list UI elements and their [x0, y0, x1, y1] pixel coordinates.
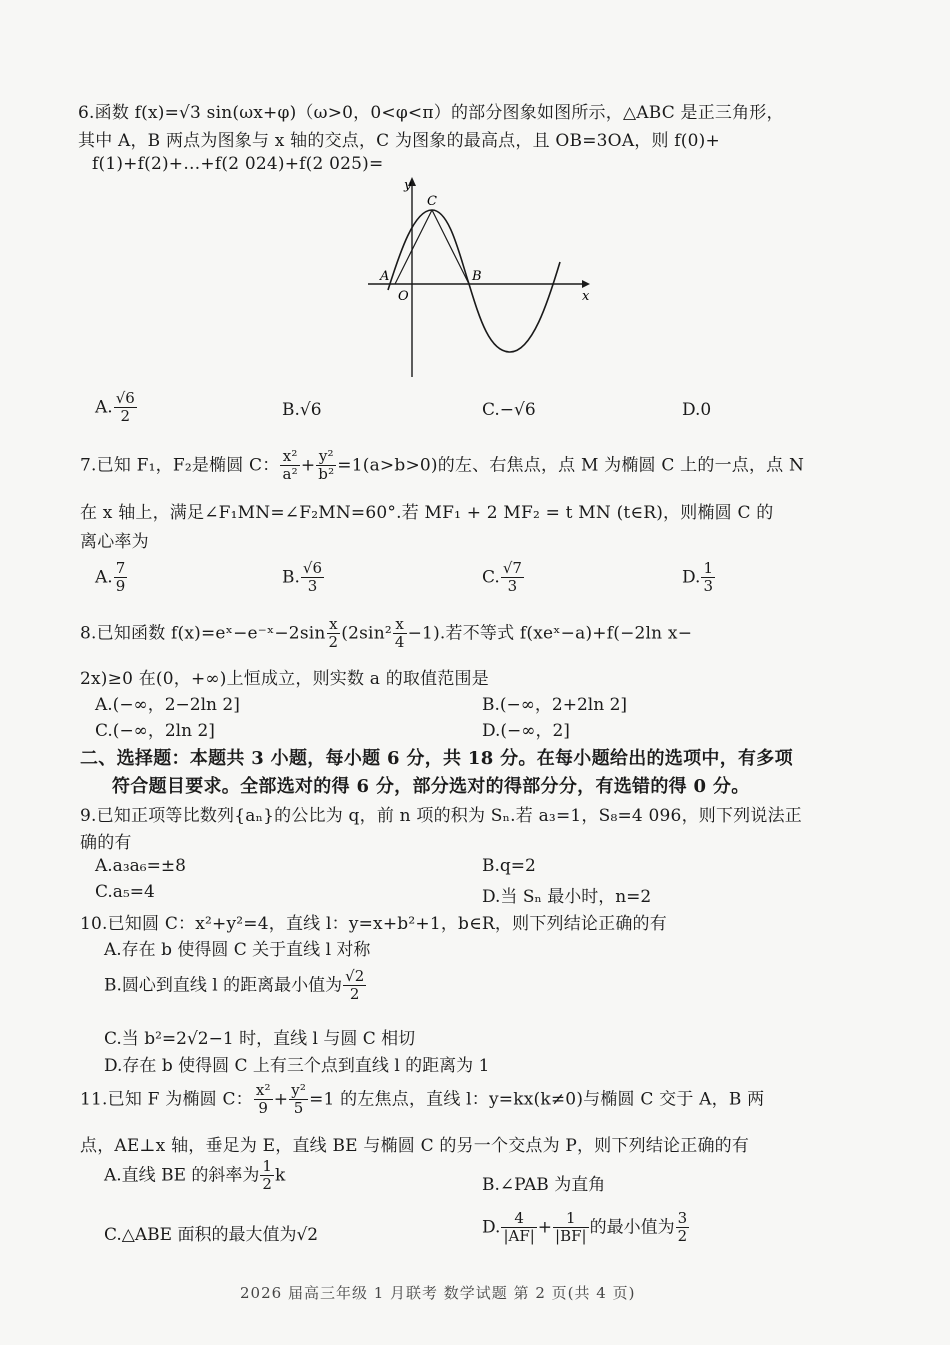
q7-option-c: C. $\frac{√7}{3}$ [482, 559, 522, 596]
q10-line1: 10.已知圆 C：x²+y²=4，直线 l：y=x+b²+1，b∈R，则下列结论正确的有 [80, 914, 667, 934]
q8-option-d: D.(−∞，2] [482, 721, 570, 741]
q9-option-a: A.a₃a₆=±8 [95, 856, 186, 876]
q11-option-b: B.∠PAB 为直角 [482, 1175, 606, 1195]
q7-option-b: B. $\frac{√6}{3}$ [282, 559, 323, 596]
q8-line2: 2x)≥0 在(0，+∞)上恒成立，则实数 a 的取值范围是 [80, 669, 489, 689]
q7-line3: 离心率为 [80, 532, 149, 552]
q8-option-a: A.(−∞，2−2ln 2] [95, 695, 240, 715]
q6-line3: f(1)+f(2)+…+f(2 024)+f(2 025)= [92, 154, 384, 174]
q6-option-c: C.−√6 [482, 400, 536, 420]
q11-line2: 点，AE⊥x 轴，垂足为 E，直线 BE 与椭圆 C 的另一个交点为 P，则下列结论正确的有 [80, 1136, 750, 1156]
triangle-side-cb [432, 210, 469, 284]
q8-option-c: C.(−∞，2ln 2] [95, 721, 215, 741]
q6-option-d: D.0 [682, 400, 712, 420]
section2-heading-line1: 二、选择题：本题共 3 小题，每小题 6 分，共 18 分。在每小题给出的选项中，有多项 [80, 748, 793, 769]
q11-option-d: D. $\frac{4}{|AF|}$ + $\frac{1}{|BF|}$ 的最小值为 $\frac{3}{2}$ [482, 1209, 688, 1246]
label-b: B [472, 269, 482, 284]
label-o: O [398, 289, 409, 304]
q7-line2: 在 x 轴上，满足∠F₁MN=∠F₂MN=60°.若 MF₁ + 2 MF₂ = t MN (t∈R)，则椭圆 C 的 [80, 503, 774, 523]
q8-line1: 8.已知函数 f(x)=eˣ−e⁻ˣ−2sin $\frac{x}{2}$ (2sin² $\frac{x}{4}$ −1).若不等式 f(xeˣ−a)+f(−2ln x− [80, 615, 693, 652]
q10-option-d: D.存在 b 使得圆 C 上有三个点到直线 l 的距离为 1 [104, 1056, 490, 1076]
q9-option-b: B.q=2 [482, 856, 536, 876]
q7-line1: 7.已知 F₁，F₂是椭圆 C： $\frac{\text{x²}}{\text{a²}}$ + $\frac{\text{y²}}{\text{b²}}$ =1(a>b>0)的左、右焦点，点 M 为椭圆 C 上的一点，点 N [80, 447, 805, 484]
label-y: y [404, 178, 412, 193]
q6-option-b: B.√6 [282, 400, 322, 420]
label-c: C [427, 194, 437, 209]
q6-sine-graph [360, 172, 600, 382]
q11-option-c: C.△ABE 面积的最大值为√2 [104, 1225, 319, 1245]
q7-option-a: A. $\frac{7}{9}$ [95, 559, 126, 596]
q9-line2: 确的有 [80, 833, 132, 853]
q10-option-c: C.当 b²=2√2−1 时，直线 l 与圆 C 相切 [104, 1029, 416, 1049]
x-axis-arrow [582, 280, 590, 288]
q8-option-b: B.(−∞，2+2ln 2] [482, 695, 628, 715]
q9-option-c: C.a₅=4 [95, 882, 155, 902]
q6-line2: 其中 A，B 两点为图象与 x 轴的交点，C 为图象的最高点，且 OB=3OA，则 f(0)+ [78, 131, 720, 151]
q11-option-a: A.直线 BE 的斜率为 $\frac{1}{2}$ k [104, 1157, 286, 1194]
q6-option-a: A. $\frac{√6}{2}$ [95, 389, 135, 426]
q9-line1: 9.已知正项等比数列{aₙ}的公比为 q，前 n 项的积为 Sₙ.若 a₃=1，S₈=4 096，则下列说法正 [80, 806, 802, 826]
label-a: A [380, 269, 390, 284]
q10-option-a: A.存在 b 使得圆 C 关于直线 l 对称 [104, 940, 371, 960]
triangle-side-ac [395, 210, 432, 284]
q11-line1: 11.已知 F 为椭圆 C： $\frac{\text{x²}}{9}$ + $\frac{\text{y²}}{5}$ =1 的左焦点，直线 l：y=kx(k≠0)与椭圆 C 交于 A，B 两 [80, 1081, 765, 1118]
q10-option-b: B.圆心到直线 l 的距离最小值为 $\frac{√2}{2}$ [104, 967, 365, 1004]
q9-option-d: D.当 Sₙ 最小时，n=2 [482, 887, 652, 907]
q7-option-d: D. $\frac{1}{3}$ [682, 559, 713, 596]
q6-line1: 6.函数 f(x)=√3 sin(ωx+φ)（ω>0，0<φ<π）的部分图象如图所示，△ABC 是正三角形， [78, 103, 784, 123]
label-x: x [582, 289, 590, 304]
section2-heading-line2: 符合题目要求。全部选对的得 6 分，部分选对的得部分分，有选错的得 0 分。 [112, 776, 750, 797]
page-footer: 2026 届高三年级 1 月联考 数学试题 第 2 页(共 4 页) [240, 1284, 636, 1302]
